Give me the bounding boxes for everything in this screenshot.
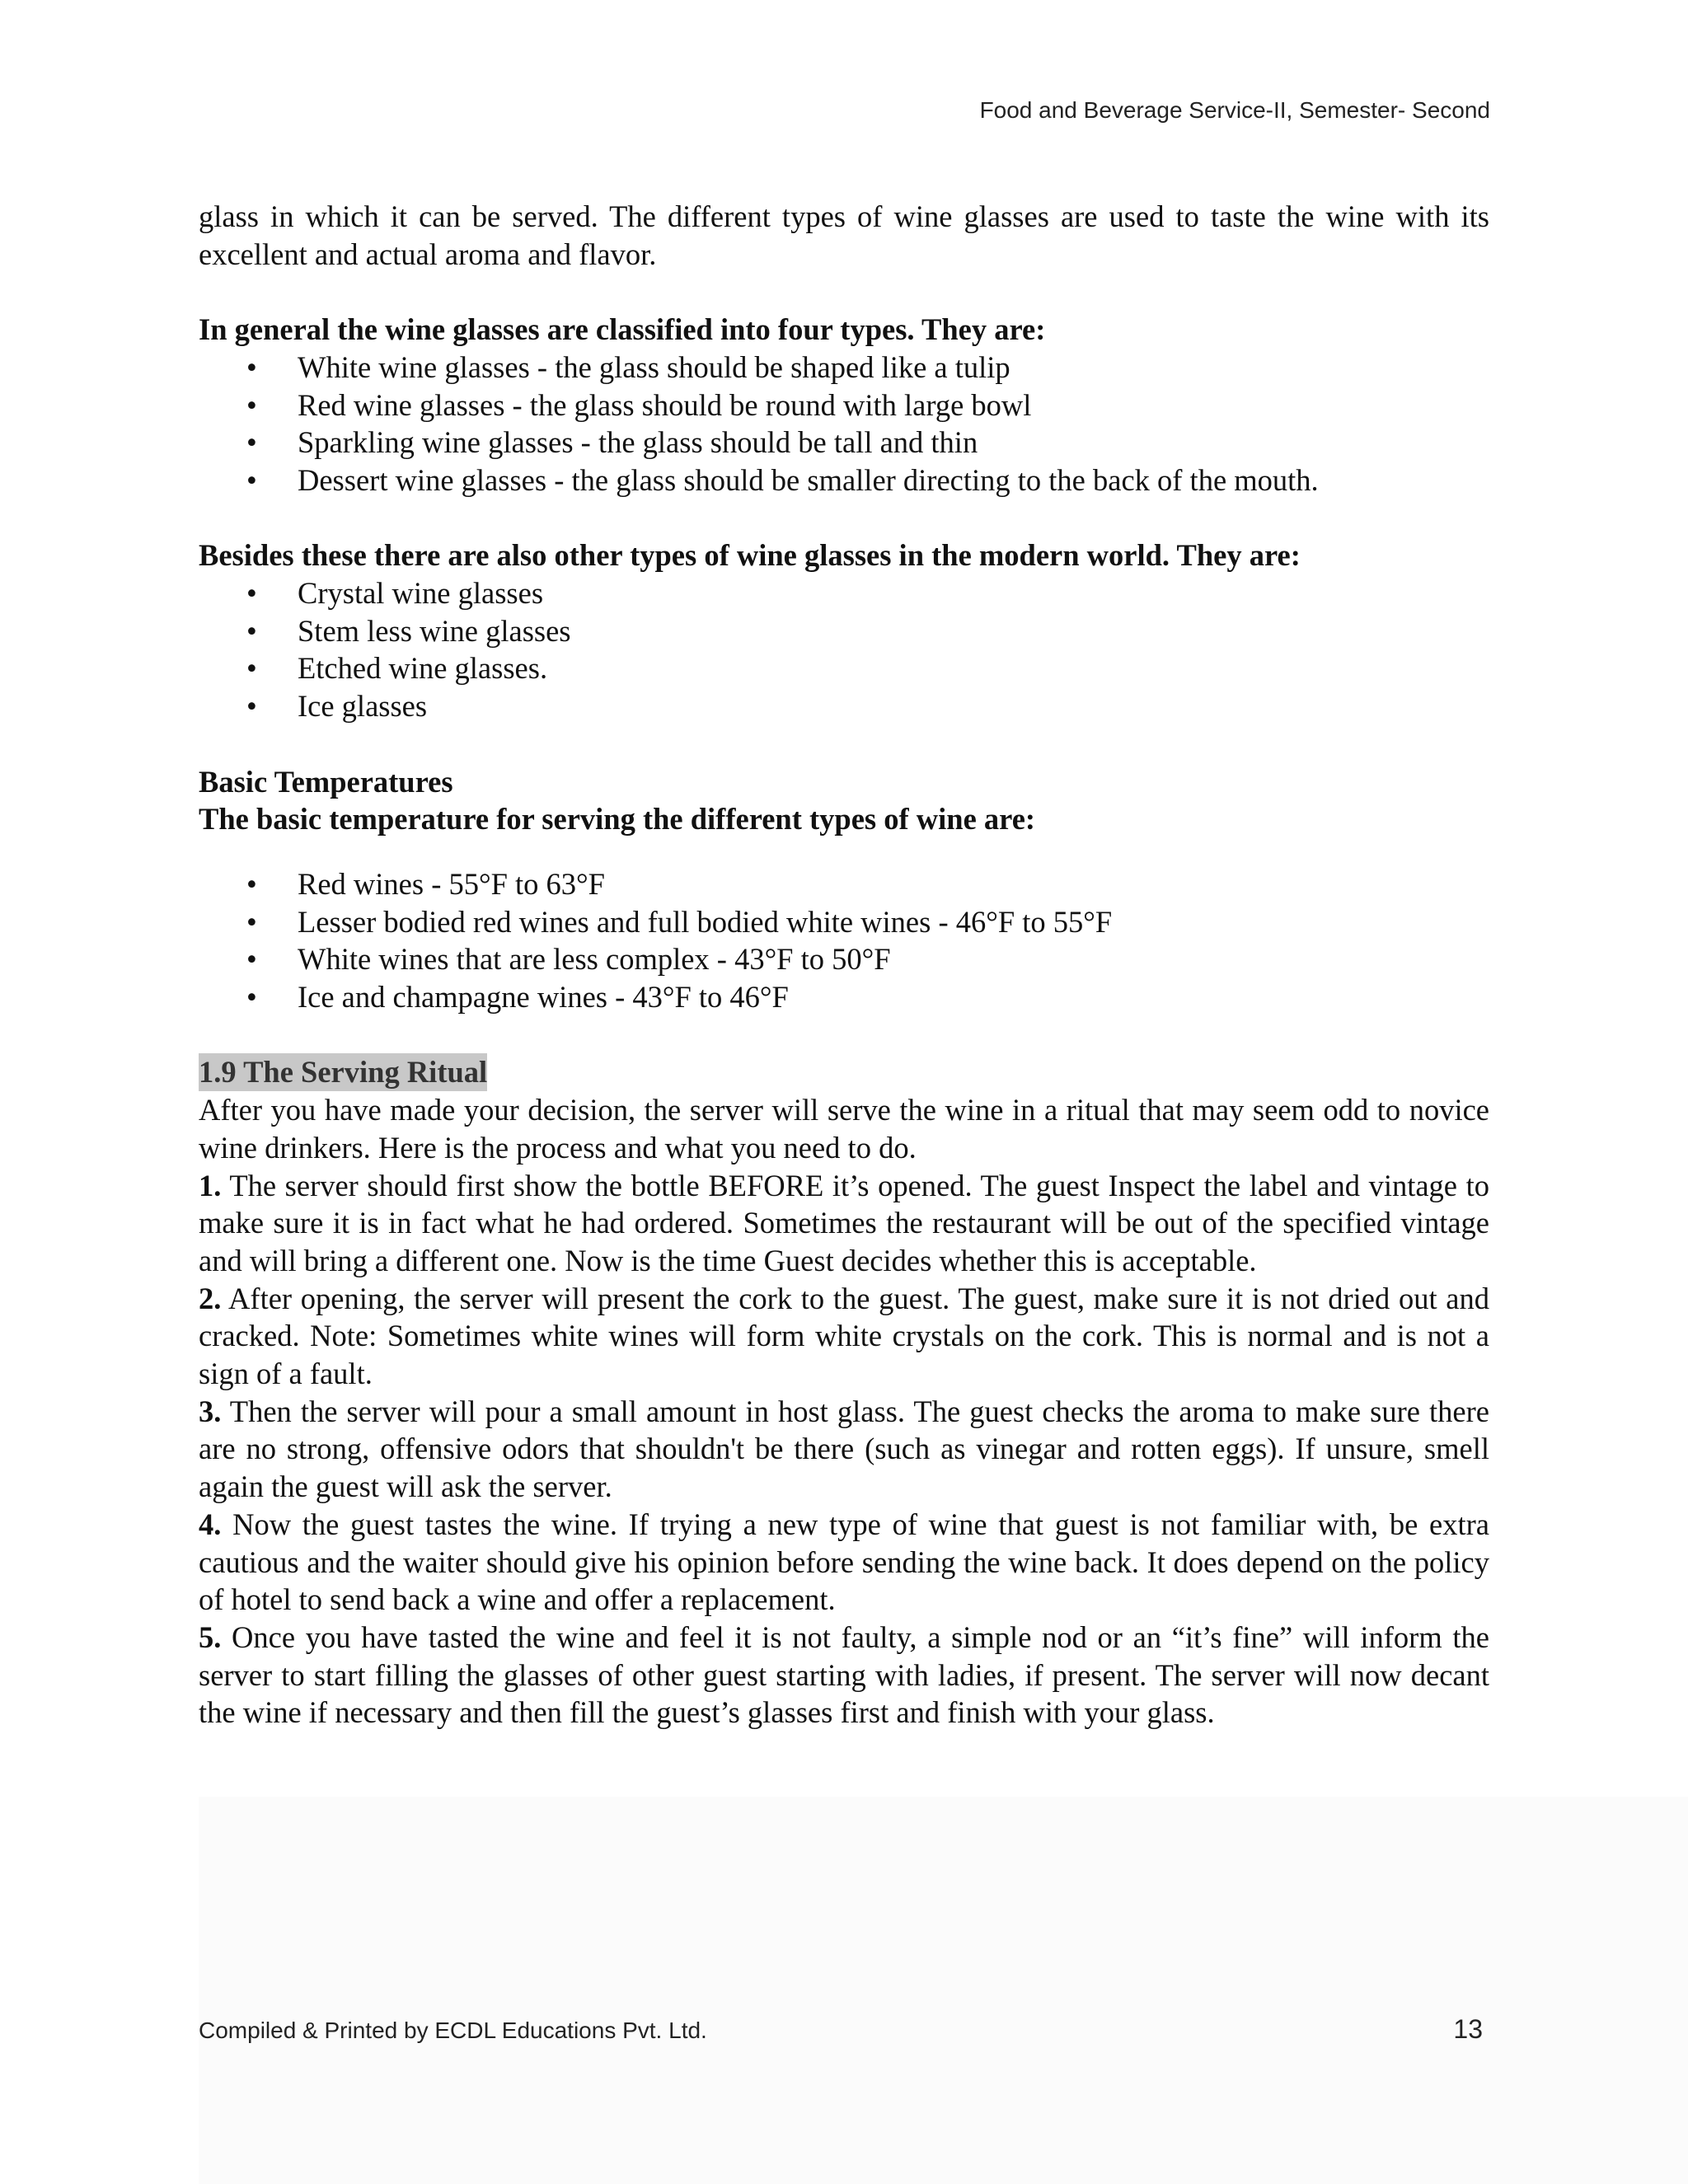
ritual-intro: After you have made your decision, the server will serve the wine in a ritual that may seem odd to novice wine drinkers. Here is the process and what you need to do. (199, 1093, 1489, 1165)
bullet-icon: • (246, 425, 257, 460)
page-content (199, 198, 1489, 1732)
temperatures-title: Basic Temperatures (199, 764, 453, 799)
list-item (199, 649, 1489, 687)
ritual-step (199, 1280, 1489, 1393)
page-bottom-shade (199, 1797, 1688, 2184)
step-number: 3. (199, 1394, 222, 1428)
list-item-text: Crystal wine glasses (298, 576, 544, 610)
list-item (199, 903, 1489, 941)
list-item-text: Lesser bodied red wines and full bodied white wines - 46°F to 55°F (298, 904, 1113, 939)
step-number: 1. (199, 1168, 222, 1202)
page-number: 13 (1453, 2014, 1483, 2044)
step-text: After opening, the server will present the cork to the guest. The guest, make sure it is not dried out and cracked. Note: Sometimes white wines will form white crystals on the cork. This is normal and is not a sign of a fault. (199, 1281, 1489, 1391)
bullet-icon: • (246, 942, 257, 977)
bullet-icon: • (246, 576, 257, 610)
ritual-step (199, 1619, 1489, 1732)
step-number: 2. (199, 1281, 222, 1315)
list-item (199, 940, 1489, 978)
list-item-text: White wines that are less complex - 43°F to 50°F (298, 942, 891, 977)
bullet-icon: • (246, 349, 257, 384)
footer-credit: Compiled & Printed by ECDL Educations Pvt. Ltd. (199, 2018, 707, 2043)
ritual-step (199, 1393, 1489, 1506)
list-item (199, 865, 1489, 903)
intro-paragraph: glass in which it can be served. The different types of wine glasses are used to taste the wine with its excellent and actual aroma and flavor. (199, 199, 1489, 271)
list-item (199, 424, 1489, 462)
bullet-icon: • (246, 387, 257, 422)
list-item-text: Stem less wine glasses (298, 613, 571, 648)
bullet-icon: • (246, 651, 257, 686)
list-item (199, 462, 1489, 499)
list-item-text: Ice and champagne wines - 43°F to 46°F (298, 980, 789, 1015)
list-item (199, 612, 1489, 650)
step-text: Then the server will pour a small amount in host glass. The guest checks the aroma to make sure there are no strong, offensive odors that shouldn't be there (such as vinegar and rotten eggs). If unsure, smell again the guest will ask the server. (199, 1394, 1489, 1504)
bullet-icon: • (246, 904, 257, 939)
list-item-text: Red wines - 55°F to 63°F (298, 866, 605, 901)
ritual-step (199, 1506, 1489, 1619)
list-item-text: Dessert wine glasses - the glass should be smaller directing to the back of the mouth. (298, 462, 1319, 497)
bullet-icon: • (246, 462, 257, 497)
ritual-step (199, 1167, 1489, 1280)
general-types-heading: In general the wine glasses are classified into four types. They are: (199, 312, 1046, 347)
section-heading-row (199, 1053, 1489, 1091)
modern-types-list (199, 574, 1489, 725)
list-item-text: Etched wine glasses. (298, 651, 548, 686)
step-number: 5. (199, 1619, 222, 1654)
general-types-list (199, 349, 1489, 499)
list-item (199, 387, 1489, 424)
section-heading: 1.9 The Serving Ritual (199, 1053, 487, 1091)
step-text: Once you have tasted the wine and feel it is not faulty, a simple nod or an “it’s fine” will inform the server to start filling the glasses of other guest starting with ladies, if present. The server will now decant the wine if necessary and then fill the guest’s glasses first and finish with your glass. (199, 1619, 1489, 1730)
step-text: The server should first show the bottle BEFORE it’s opened. The guest Inspect the label and vintage to make sure it is in fact what he had ordered. Sometimes the restaurant will be out of the specified vintage and will bring a different one. Now is the time Guest decides whether this is acceptable. (199, 1168, 1489, 1277)
list-item (199, 574, 1489, 612)
list-item (199, 349, 1489, 387)
step-number: 4. (199, 1507, 222, 1541)
running-header: Food and Beverage Service-II, Semester- Second (979, 97, 1490, 123)
list-item-text: White wine glasses - the glass should be shaped like a tulip (298, 349, 1010, 384)
temperatures-subtitle: The basic temperature for serving the different types of wine are: (199, 802, 1036, 837)
bullet-icon: • (246, 689, 257, 724)
list-item-text: Ice glasses (298, 689, 428, 724)
temperatures-list (199, 865, 1489, 1016)
list-item (199, 687, 1489, 725)
bullet-icon: • (246, 980, 257, 1015)
list-item-text: Sparkling wine glasses - the glass should be tall and thin (298, 425, 978, 460)
modern-types-heading: Besides these there are also other types of wine glasses in the modern world. They are: (199, 538, 1301, 573)
list-item (199, 978, 1489, 1016)
step-text: Now the guest tastes the wine. If trying a new type of wine that guest is not familiar with, be extra cautious and the waiter should give his opinion before sending the wine back. It does depend on the policy of hotel to send back a wine and offer a replacement. (199, 1507, 1489, 1617)
list-item-text: Red wine glasses - the glass should be round with large bowl (298, 387, 1032, 422)
bullet-icon: • (246, 613, 257, 648)
bullet-icon: • (246, 866, 257, 901)
